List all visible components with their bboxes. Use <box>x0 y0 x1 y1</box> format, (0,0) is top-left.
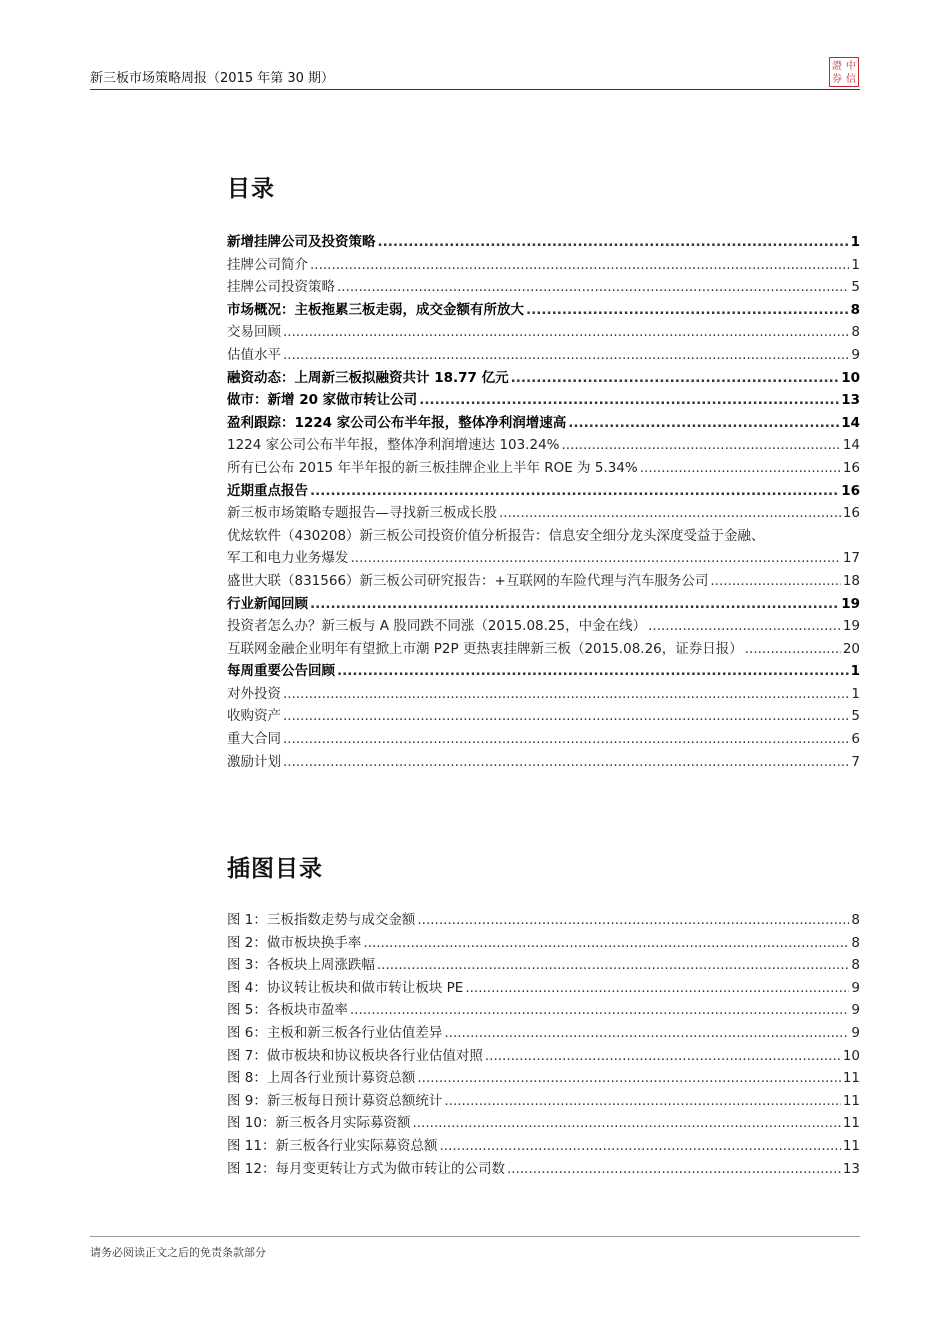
toc-entry-text: 做市：新增 20 家做市转让公司 <box>227 392 418 409</box>
toc-page-number: 11 <box>842 1115 860 1132</box>
toc-entry[interactable] <box>227 457 860 480</box>
toc-entry[interactable] <box>227 977 860 1000</box>
toc-entry-text: 交易回顾 <box>227 324 281 341</box>
toc-page-number: 8 <box>851 957 860 974</box>
toc-leader-dots <box>710 570 840 593</box>
toc-entry[interactable] <box>227 321 860 344</box>
toc-leader-dots <box>499 502 841 525</box>
toc-leader-dots <box>568 412 839 435</box>
toc-leader-dots <box>351 547 841 570</box>
toc-entry-text: 对外投资 <box>227 685 281 702</box>
toc-entry[interactable] <box>227 570 860 593</box>
toc-leader-dots <box>283 705 849 728</box>
toc-entry-line[interactable] <box>227 525 860 548</box>
toc-entry-text: 优炫软件（430208）新三板公司投资价值分析报告：信息安全细分龙头深度受益于金融、 <box>227 527 765 544</box>
toc-entry[interactable] <box>227 389 860 412</box>
toc-leader-dots <box>444 1090 840 1113</box>
toc-leader-dots <box>562 434 841 457</box>
toc-page-number: 1 <box>851 685 860 702</box>
toc-leader-dots <box>283 751 849 774</box>
toc-leader-dots <box>417 909 849 932</box>
toc-entry[interactable] <box>227 705 860 728</box>
toc-entry[interactable] <box>227 660 860 683</box>
toc-page-number: 11 <box>842 1070 860 1087</box>
toc-leader-dots <box>337 276 849 299</box>
toc-page-number: 10 <box>842 1047 860 1064</box>
toc-entry[interactable] <box>227 683 860 706</box>
toc-page-number: 6 <box>851 731 860 748</box>
toc-page-number: 8 <box>850 301 860 318</box>
toc-page-number: 1 <box>851 256 860 273</box>
toc-page-number: 14 <box>842 437 860 454</box>
toc-entry-text: 图 2：做市板块换手率 <box>227 934 362 951</box>
toc-entry-text: 融资动态：上周新三板拟融资共计 18.77 亿元 <box>227 369 509 386</box>
toc-entry-text: 每周重要公告回顾 <box>227 663 335 680</box>
toc-leader-dots <box>745 638 841 661</box>
toc-entry[interactable] <box>227 909 860 932</box>
toc-page-number: 8 <box>851 912 860 928</box>
toc-page-number: 11 <box>842 1092 860 1109</box>
toc-entry[interactable] <box>227 434 860 457</box>
svg-text:信: 信 <box>846 74 856 85</box>
footer-disclaimer: 请务必阅读正文之后的免责条款部分 <box>90 1246 266 1259</box>
toc-entry[interactable] <box>227 999 860 1022</box>
toc-page-number: 18 <box>842 572 860 589</box>
toc-entry-text: 估值水平 <box>227 346 281 363</box>
toc-leader-dots <box>310 593 839 616</box>
toc-entry[interactable] <box>227 1135 860 1158</box>
toc-page-number: 11 <box>842 1137 860 1154</box>
toc-page-number: 13 <box>842 1160 860 1177</box>
toc-leader-dots <box>377 954 850 977</box>
toc-entry[interactable] <box>227 728 860 751</box>
toc-entry-text: 激励计划 <box>227 753 281 770</box>
toc-page-number: 5 <box>851 708 860 725</box>
toc-page-number: 16 <box>841 482 860 499</box>
toc-entry[interactable] <box>227 1067 860 1090</box>
toc-entry-text: 近期重点报告 <box>227 482 308 499</box>
toc-leader-dots <box>412 1112 840 1135</box>
toc-entry-text: 图 6：主板和新三板各行业估值差异 <box>227 1024 443 1041</box>
toc-leader-dots <box>648 615 841 638</box>
toc-page-number: 19 <box>841 595 860 612</box>
toc-entry-text: 盛世大联（831566）新三板公司研究报告：+互联网的车险代理与汽车服务公司 <box>227 572 709 589</box>
toc-entry[interactable] <box>227 412 860 435</box>
toc-entry[interactable] <box>227 1112 860 1135</box>
toc-entry[interactable] <box>227 480 860 503</box>
toc-entry-text: 收购资产 <box>227 708 281 725</box>
figures-toc-title: 插图目录 <box>227 856 323 882</box>
toc-page-number: 9 <box>851 1002 860 1019</box>
toc-entry-text: 图 5：各板块市盈率 <box>227 1002 348 1019</box>
toc-leader-dots <box>378 231 849 254</box>
toc-page-number: 8 <box>851 324 860 341</box>
toc-entry[interactable] <box>227 502 860 525</box>
toc-entry-text: 1224 家公司公布半年报，整体净利润增速达 103.24% <box>227 437 560 454</box>
toc-page-number: 14 <box>841 414 860 431</box>
svg-text:中: 中 <box>846 61 856 72</box>
toc-entry-text: 图 3：各板块上周涨跌幅 <box>227 957 375 974</box>
header-divider <box>90 89 860 90</box>
toc-leader-dots <box>363 932 849 955</box>
toc-entry-text: 市场概况：主板拖累三板走弱，成交金额有所放大 <box>227 301 524 318</box>
toc-page-number: 17 <box>842 550 860 567</box>
toc-entry-text: 所有已公布 2015 年半年报的新三板挂牌企业上半年 ROE 为 5.34% <box>227 459 638 476</box>
toc-entry-text: 新增挂牌公司及投资策略 <box>227 234 376 250</box>
toc-leader-dots <box>439 1135 840 1158</box>
toc-entry-text: 图 1：三板指数走势与成交金额 <box>227 912 416 928</box>
toc-leader-dots <box>511 367 840 390</box>
toc-page-number: 20 <box>842 640 860 657</box>
svg-text:證: 證 <box>832 61 842 72</box>
toc-entry[interactable] <box>227 751 860 774</box>
toc-entry-text: 图 4：协议转让板块和做市转让板块 PE <box>227 979 464 996</box>
toc-page-number: 13 <box>841 392 860 409</box>
toc-page-number: 7 <box>851 753 860 770</box>
toc-page-number: 16 <box>842 459 860 476</box>
toc-entry-text: 图 7：做市板块和协议板块各行业估值对照 <box>227 1047 483 1064</box>
toc-leader-dots <box>507 1158 841 1181</box>
toc-leader-dots <box>465 977 849 1000</box>
toc-leader-dots <box>417 1067 840 1090</box>
toc-leader-dots <box>310 480 839 503</box>
toc-entry[interactable] <box>227 344 860 367</box>
toc-entry-text: 挂牌公司投资策略 <box>227 279 335 296</box>
toc-page-number: 9 <box>851 346 860 363</box>
toc-entry-text: 图 11：新三板各行业实际募资总额 <box>227 1137 438 1154</box>
toc-leader-dots <box>283 683 849 706</box>
toc-entry[interactable] <box>227 299 860 322</box>
toc-entry[interactable] <box>227 932 860 955</box>
toc-entry-text: 新三板市场策略专题报告—寻找新三板成长股 <box>227 505 497 522</box>
toc-page-number: 19 <box>842 618 860 635</box>
toc-entry-text: 图 12：每月变更转让方式为做市转让的公司数 <box>227 1160 505 1177</box>
svg-text:券: 券 <box>832 74 842 85</box>
toc-entry-text: 行业新闻回顾 <box>227 595 308 612</box>
toc-entry[interactable] <box>227 1158 860 1181</box>
toc-entry[interactable] <box>227 1045 860 1068</box>
toc-page-number: 9 <box>851 979 860 996</box>
toc-entry[interactable] <box>227 254 860 277</box>
toc-leader-dots <box>350 999 850 1022</box>
toc-leader-dots <box>640 457 841 480</box>
toc-entry[interactable] <box>227 276 860 299</box>
toc-leader-dots <box>444 1022 849 1045</box>
toc-entry[interactable] <box>227 1022 860 1045</box>
toc-entry-text: 盈利跟踪：1224 家公司公布半年报，整体净利润增速高 <box>227 414 567 431</box>
toc-entry-text: 图 8：上周各行业预计募资总额 <box>227 1070 416 1087</box>
toc-entry[interactable] <box>227 638 860 661</box>
figures-table-of-contents <box>227 909 860 1180</box>
toc-entry-text: 图 9：新三板每日预计募资总额统计 <box>227 1092 443 1109</box>
toc-entry[interactable] <box>227 615 860 638</box>
toc-entry[interactable] <box>227 231 860 254</box>
toc-leader-dots <box>419 389 839 412</box>
toc-page-number: 16 <box>842 505 860 522</box>
toc-page-number: 1 <box>850 234 860 250</box>
toc-page-number: 5 <box>851 279 860 296</box>
toc-entry-text: 互联网金融企业明年有望掀上市潮 P2P 更热衷挂牌新三板（2015.08.26，证券日报） <box>227 640 743 657</box>
toc-entry[interactable] <box>227 547 860 570</box>
footer-divider <box>90 1236 860 1237</box>
toc-title: 目录 <box>227 176 275 202</box>
toc-leader-dots <box>337 660 849 683</box>
report-header-title: 新三板市场策略周报（2015 年第 30 期） <box>90 71 335 86</box>
citic-securities-logo <box>829 57 859 87</box>
toc-page-number: 9 <box>851 1024 860 1041</box>
toc-leader-dots <box>526 299 849 322</box>
toc-page-number: 8 <box>851 934 860 951</box>
toc-entry-text: 图 10：新三板各月实际募资额 <box>227 1115 411 1132</box>
toc-entry-text: 挂牌公司简介 <box>227 256 308 273</box>
toc-leader-dots <box>283 728 849 751</box>
table-of-contents <box>227 231 860 773</box>
toc-leader-dots <box>283 344 849 367</box>
toc-entry[interactable] <box>227 954 860 977</box>
toc-entry[interactable] <box>227 1090 860 1113</box>
toc-entry[interactable] <box>227 367 860 390</box>
toc-leader-dots <box>485 1045 841 1068</box>
toc-page-number: 10 <box>841 369 860 386</box>
toc-entry-text: 军工和电力业务爆发 <box>227 550 349 567</box>
toc-entry-text: 投资者怎么办？新三板与 A 股同跌不同涨（2015.08.25，中金在线） <box>227 618 647 635</box>
toc-entry-text: 重大合同 <box>227 731 281 748</box>
toc-leader-dots <box>283 321 849 344</box>
toc-entry[interactable] <box>227 593 860 616</box>
toc-leader-dots <box>310 254 849 277</box>
toc-page-number: 1 <box>850 663 860 680</box>
